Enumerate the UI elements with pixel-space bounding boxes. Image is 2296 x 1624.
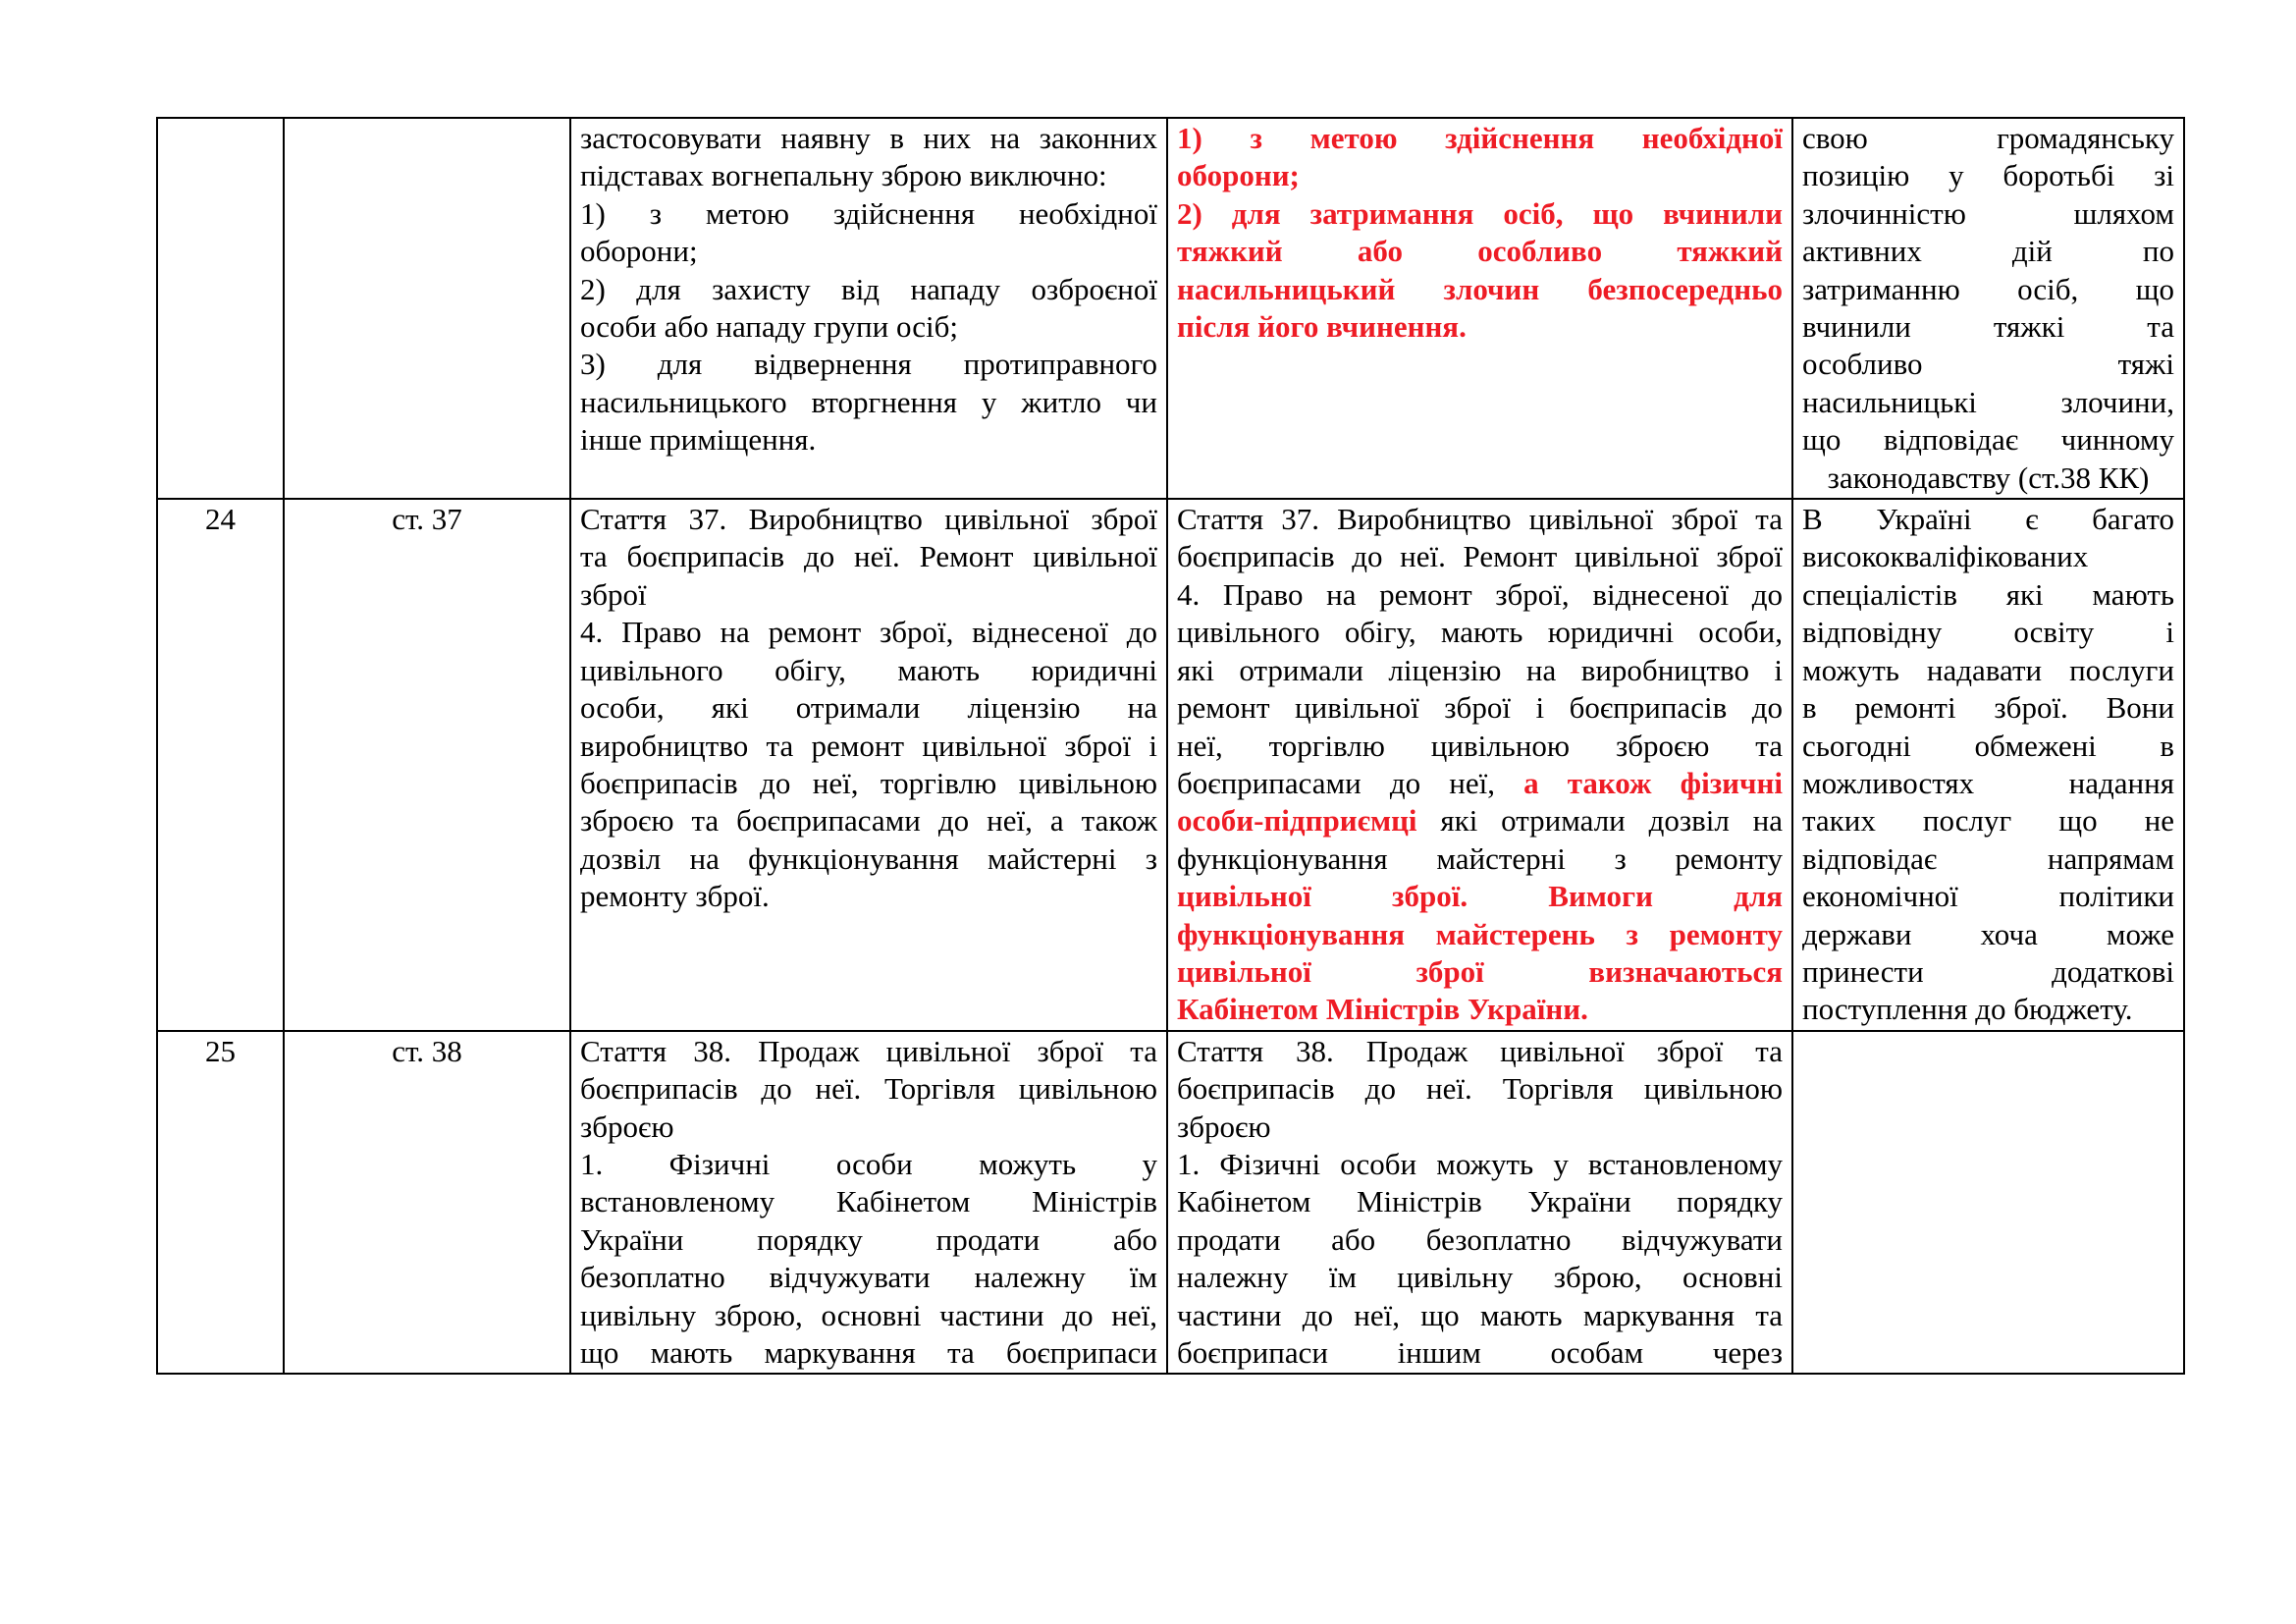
text-line: належну їм цивільну зброю, основні [1177,1260,1783,1295]
text-line: зброї [580,576,647,612]
text-line: боєприпаси іншим особам через [1177,1335,1783,1370]
article-cell [284,118,570,499]
row-number-cell: 25 [157,1031,284,1375]
article-cell: ст. 38 [284,1031,570,1375]
text-line: цивільного обігу, мають юридичні особи, [1177,615,1783,650]
text-line: встановленому Кабінетом Міністрів [580,1184,1157,1219]
text-line: дозвіл на функціонування майстерні з [580,840,1157,876]
text-line: продати або безоплатно відчужувати [1177,1221,1783,1257]
text-line: зброєю [580,1109,674,1144]
row-number-cell [157,118,284,499]
text-fragment: які отримали дозвіл на [1416,803,1783,839]
text-line: частини до неї, що мають маркування та [1177,1297,1783,1332]
text-line: свою громадянську [1802,121,2174,155]
text-line: тяжкий або особливо тяжкий [1177,234,1783,269]
text-line: позицію у боротьбі зі [1802,158,2174,193]
highlighted-text: особи-підприємці [1177,803,1417,839]
text-line: активних дій по [1802,234,2174,269]
text-line: вчинили тяжкі та [1802,309,2174,345]
table-row [157,118,2184,499]
comment-cell [1792,118,2184,499]
text-line: 1) з метою здійснення необхідної [1177,121,1783,155]
text-line: 2) для затримання осіб, що вчинили [1177,195,1783,231]
text-line: особи або нападу групи осіб; [580,309,959,345]
text-line: поступлення до бюджету. [1802,992,2133,1027]
text-line: Кабінетом Міністрів України. [1177,992,1588,1027]
text-line: насильницькі злочини, [1802,384,2174,419]
comparison-table [156,117,2185,1375]
proposed-text-cell [1167,1031,1792,1375]
text-line: принести додаткові [1802,953,2174,989]
text-line: цивільної зброї. Вимоги для [1177,879,1783,914]
text-line: В Україні є багато [1802,502,2174,537]
text-line: функціонування майстерень з ремонту [1177,916,1783,951]
text-line: неї, торгівлю цивільною зброєю та [1177,728,1783,763]
text-line: відповідну освіту і [1802,615,2174,650]
text-line: після його вчинення. [1177,309,1467,345]
text-line: Стаття 38. Продаж цивільної зброї та [580,1033,1157,1068]
row-number-cell: 24 [157,499,284,1031]
text-line: Стаття 37. Виробництво цивільної зброї [580,502,1157,537]
text-line: держави хоча може [1802,916,2174,951]
text-line: можливостях надання [1802,765,2174,800]
text-line: боєприпасів до неї. Торгівля цивільною [1177,1071,1783,1107]
text-line [1177,765,1783,802]
text-line: Стаття 37. Виробництво цивільної зброї та [1177,502,1783,537]
text-line: що відповідає чинному [1802,422,2174,458]
text-line: насильницького вторгнення у житло чи [580,384,1157,419]
text-line: 1. Фізичні особи можуть у [580,1146,1157,1181]
text-line: що мають маркування та боєприпаси [580,1335,1157,1370]
text-line: цивільного обігу, мають юридичні [580,652,1157,687]
text-line: 1. Фізичні особи можуть у встановленому [1177,1146,1783,1181]
text-line: таких послуг що не [1802,803,2174,839]
text-line: боєприпасів до неї, торгівлю цивільною [580,765,1157,800]
text-line: боєприпасів до неї. Ремонт цивільної зброї [1177,539,1783,574]
text-line: особливо тяжі [1802,347,2174,382]
text-line: спеціалістів які мають [1802,576,2174,612]
text-line: 2) для захисту від нападу озброєної [580,271,1157,306]
text-line: виробництво та ремонт цивільної зброї і [580,728,1157,763]
text-line: ремонту зброї. [580,879,770,914]
proposed-text-cell [1167,499,1792,1031]
text-line: 3) для відвернення протиправного [580,347,1157,382]
text-line: в ремонті зброї. Вони [1802,690,2174,726]
text-line: безоплатно відчужувати належну їм [580,1260,1157,1295]
table-row [157,1031,2184,1375]
text-fragment: боєприпасами до неї, [1177,765,1524,800]
text-line: можуть надавати послуги [1802,652,2174,687]
article-cell: ст. 37 [284,499,570,1031]
proposed-text-cell [1167,118,1792,499]
text-line [1177,802,1783,839]
text-line: економічної політики [1802,879,2174,914]
current-text-cell [570,118,1167,499]
text-line: цивільну зброю, основні частини до неї, [580,1297,1157,1332]
text-line: зброєю та боєприпасами до неї, а також [580,803,1157,839]
highlighted-text: а також фізичні [1523,765,1783,800]
text-line: сьогодні обмежені в [1802,728,2174,763]
text-line: та боєприпасів до неї. Ремонт цивільної [580,539,1157,574]
current-text-cell [570,499,1167,1031]
table-row [157,499,2184,1031]
text-line: боєприпасів до неї. Торгівля цивільною [580,1071,1157,1107]
text-line: ремонт цивільної зброї і боєприпасів до [1177,690,1783,726]
text-line: зброєю [1177,1109,1271,1144]
comment-cell [1792,499,2184,1031]
text-line: застосовувати наявну в них на законних [580,121,1157,155]
text-line: особи, які отримали ліцензію на [580,690,1157,726]
text-line: відповідає напрямам [1802,840,2174,876]
text-line: підставах вогнепальну зброю виключно: [580,158,1107,193]
text-line: законодавству (ст.38 КК) [1827,460,2150,495]
text-line: Кабінетом Міністрів України порядку [1177,1184,1783,1219]
text-line: злочинністю шляхом [1802,195,2174,231]
text-line: насильницький злочин безпосередньо [1177,271,1783,306]
text-line: оборони; [1177,158,1300,193]
text-line: висококваліфікованих [1802,539,2089,574]
text-line: функціонування майстерні з ремонту [1177,840,1783,876]
text-line: 4. Право на ремонт зброї, віднесеної до [1177,576,1783,612]
text-line: оборони; [580,234,698,269]
text-line: затриманню осіб, що [1802,271,2174,306]
text-line: України порядку продати або [580,1221,1157,1257]
text-line: цивільної зброї визначаються [1177,953,1783,989]
text-line: Стаття 38. Продаж цивільної зброї та [1177,1033,1783,1068]
text-line: 4. Право на ремонт зброї, віднесеної до [580,615,1157,650]
comment-cell [1792,1031,2184,1375]
current-text-cell [570,1031,1167,1375]
text-line: 1) з метою здійснення необхідної [580,195,1157,231]
text-line: які отримали ліцензію на виробництво і [1177,652,1783,687]
text-line: інше приміщення. [580,422,817,458]
